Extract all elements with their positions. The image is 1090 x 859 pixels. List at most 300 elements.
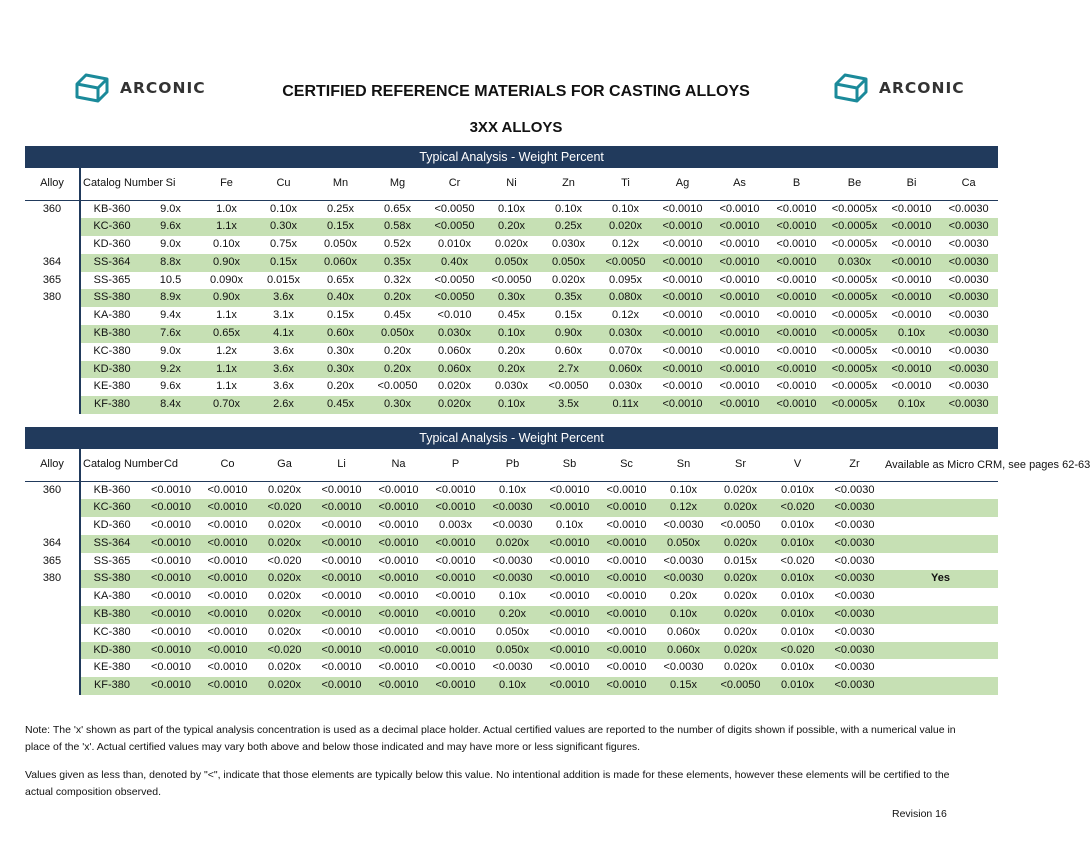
value-cell: 0.060x [655,642,712,660]
column-header: Ti [597,168,654,200]
value-cell: <0.0010 [321,519,362,532]
catalog-cell: KD-360 [80,517,143,535]
value-cell: <0.0010 [541,642,598,660]
value-cell: <0.0010 [313,677,370,695]
availability-cell [883,517,998,535]
value-cell: <0.0030 [939,289,998,307]
value-cell: <0.0010 [207,554,248,567]
value-cell: 0.10x [498,202,525,215]
value-cell: 0.45x [498,309,525,322]
value-cell: <0.0010 [719,202,760,215]
alloy-cell [25,378,80,396]
value-cell: 10.5 [159,273,182,286]
column-header: Cr [426,168,483,200]
value-cell: 1.2x [216,344,237,357]
column-header: Ca [939,168,998,200]
catalog-cell: SS-380 [80,570,143,588]
value-cell: 9.0x [160,238,181,251]
value-cell: 0.10x [884,325,939,343]
value-cell: <0.0030 [939,361,998,379]
catalog-cell: KD-380 [80,642,143,660]
value-cell: <0.010 [437,309,472,322]
value-cell: <0.0010 [549,661,590,674]
availability-note: Available as Micro CRM, see pages 62-63 [883,449,998,481]
column-header: Cd [143,449,199,481]
value-cell: <0.0010 [662,202,703,215]
value-cell: <0.0010 [598,535,655,553]
value-cell: <0.0010 [776,344,817,357]
value-cell: 0.65x [198,325,255,343]
value-cell: 0.70x [198,396,255,414]
value-cell: <0.0030 [834,483,875,496]
value-cell: <0.0010 [143,606,199,624]
value-cell: <0.0010 [768,254,825,272]
value-cell: <0.0010 [776,309,817,322]
value-cell: 0.020x [484,535,541,553]
value-cell: 0.020x [267,590,302,603]
table-row [25,677,998,695]
column-header: Ag [654,168,711,200]
value-cell: <0.0010 [662,273,703,286]
availability-cell [883,535,998,553]
value-cell: 0.080x [597,289,654,307]
value-cell: <0.0010 [606,590,647,603]
value-cell: <0.0010 [199,606,256,624]
catalog-cell: KB-360 [80,200,143,218]
value-cell: <0.0010 [321,554,362,567]
value-cell: <0.0010 [143,499,199,517]
value-cell: <0.0010 [541,677,598,695]
value-cell: 0.010x [437,238,472,251]
value-cell: <0.0050 [491,273,532,286]
table-row [25,325,998,343]
value-cell: <0.0010 [891,309,932,322]
value-cell: <0.0010 [435,483,476,496]
value-cell: 0.020x [267,661,302,674]
catalog-cell: KD-360 [80,236,143,254]
value-cell: 0.060x [426,361,483,379]
value-cell: 0.020x [712,642,769,660]
value-cell: 0.90x [198,254,255,272]
table-row [25,642,998,660]
value-cell: 0.30x [255,218,312,236]
value-cell: 0.030x [608,380,643,393]
value-cell: 0.050x [484,642,541,660]
value-cell: 0.30x [369,396,426,414]
value-cell: <0.0010 [321,483,362,496]
value-cell: <0.0030 [826,642,883,660]
value-cell: 0.030x [551,238,586,251]
value-cell: <0.0030 [948,309,989,322]
value-cell: 0.060x [597,361,654,379]
value-cell: 1.1x [198,218,255,236]
value-cell: 0.010x [780,519,815,532]
value-cell: <0.0010 [768,218,825,236]
value-cell: 0.52x [384,238,411,251]
band-label: Typical Analysis - Weight Percent [25,427,998,449]
value-cell: 0.020x [256,677,313,695]
value-cell: 0.12x [655,499,712,517]
catalog-cell: KC-380 [80,343,143,361]
value-cell: 0.020x [267,625,302,638]
table-row [25,289,998,307]
value-cell: <0.0010 [768,396,825,414]
value-cell: 0.65x [327,273,354,286]
catalog-cell: KC-360 [80,218,143,236]
value-cell: <0.020 [769,499,826,517]
value-cell: <0.0030 [492,661,533,674]
value-cell: 0.10x [484,677,541,695]
value-cell: <0.0010 [768,325,825,343]
value-cell: 0.40x [312,289,369,307]
value-cell: 7.6x [143,325,198,343]
value-cell: 8.4x [143,396,198,414]
value-cell: <0.0010 [598,677,655,695]
table-row [25,499,998,517]
value-cell: <0.0030 [948,238,989,251]
alloy-cell [25,396,80,414]
value-cell: 0.10x [556,519,583,532]
column-header: Ga [256,449,313,481]
value-cell: <0.0010 [654,361,711,379]
value-cell: <0.0010 [541,606,598,624]
availability-cell [883,606,998,624]
alloy-cell [25,325,80,343]
value-cell: <0.0010 [313,570,370,588]
value-cell: <0.0010 [378,483,419,496]
value-cell: 9.0x [160,202,181,215]
value-cell: <0.0010 [427,499,484,517]
value-cell: <0.0010 [549,483,590,496]
value-cell: 0.20x [498,344,525,357]
alloy-cell [25,307,80,325]
value-cell: 0.050x [369,325,426,343]
value-cell: <0.0030 [663,661,704,674]
value-cell: <0.0030 [939,325,998,343]
value-cell: 0.75x [270,238,297,251]
value-cell: 0.090x [209,273,244,286]
value-cell: <0.0010 [143,535,199,553]
value-cell: 0.030x [494,380,529,393]
value-cell: 0.050x [655,535,712,553]
value-cell: <0.0005x [831,309,878,322]
column-header: Na [370,449,427,481]
value-cell: <0.0030 [948,273,989,286]
value-cell: 0.020x [551,273,586,286]
column-header: Be [825,168,884,200]
value-cell: <0.0010 [370,570,427,588]
table-row [25,481,998,499]
value-cell: 0.10x [670,483,697,496]
value-cell: 0.060x [666,625,701,638]
value-cell: 0.020x [712,606,769,624]
column-header: Bi [884,168,939,200]
value-cell: 1.1x [216,380,237,393]
value-cell: 0.020x [426,396,483,414]
value-cell: <0.0030 [655,570,712,588]
value-cell: <0.0030 [939,218,998,236]
column-header: Sb [541,449,598,481]
value-cell: <0.0030 [826,535,883,553]
value-cell: 0.010x [769,535,826,553]
catalog-cell: KD-380 [80,361,143,379]
value-cell: 3.6x [255,361,312,379]
value-cell: 1.0x [216,202,237,215]
value-cell: 0.45x [312,396,369,414]
value-cell: 0.010x [780,590,815,603]
value-cell: 2.6x [255,396,312,414]
value-cell: <0.0030 [834,661,875,674]
value-cell: 0.020x [267,519,302,532]
value-cell: <0.0010 [313,606,370,624]
value-cell: <0.0030 [492,554,533,567]
value-cell: 0.050x [483,254,540,272]
value-cell: 3.6x [273,380,294,393]
value-cell: <0.0010 [199,535,256,553]
value-cell: 0.10x [655,606,712,624]
value-cell: <0.0030 [826,499,883,517]
alloy-cell [25,361,80,379]
value-cell: 3.6x [273,344,294,357]
value-cell: <0.0030 [484,499,541,517]
value-cell: 0.10x [612,202,639,215]
value-cell: 0.20x [483,361,540,379]
value-cell: <0.0010 [768,361,825,379]
value-cell: <0.0010 [207,625,248,638]
value-cell: 0.20x [484,606,541,624]
value-cell: 0.20x [384,344,411,357]
revision-label: Revision 16 [892,808,947,820]
catalog-cell: KC-380 [80,624,143,642]
alloy-cell [25,677,80,695]
value-cell: 0.10x [499,483,526,496]
value-cell: <0.0010 [199,642,256,660]
value-cell: 0.050x [540,254,597,272]
catalog-cell: KC-360 [80,499,143,517]
catalog-cell: KF-380 [80,677,143,695]
table-row [25,361,998,379]
value-cell: 0.15x [655,677,712,695]
value-cell: <0.0010 [427,677,484,695]
column-header: Pb [484,449,541,481]
value-cell: 0.020x [712,535,769,553]
value-cell: <0.0030 [663,554,704,567]
value-cell: 0.010x [769,677,826,695]
value-cell: <0.0010 [143,570,199,588]
value-cell: <0.0005x [831,273,878,286]
value-cell: 0.10x [884,396,939,414]
value-cell: <0.0010 [321,625,362,638]
column-header: P [427,449,484,481]
value-cell: <0.020 [256,642,313,660]
alloy-cell: 380 [42,291,62,304]
table-band [25,146,998,168]
value-cell: <0.0005x [831,380,878,393]
value-cell: <0.020 [769,642,826,660]
value-cell: 0.12x [612,309,639,322]
value-cell: 0.020x [723,625,758,638]
value-cell: <0.0010 [719,238,760,251]
value-cell: <0.0010 [435,554,476,567]
value-cell: <0.0050 [426,289,483,307]
catalog-cell: KB-360 [80,481,143,499]
column-header: Co [199,449,256,481]
table-row [25,570,998,588]
value-cell: <0.0010 [776,273,817,286]
value-cell: <0.0030 [492,519,533,532]
typical-analysis-table-1 [25,146,998,414]
value-cell: <0.0005x [825,361,884,379]
value-cell: <0.0010 [435,625,476,638]
value-cell: <0.0030 [826,570,883,588]
value-cell: <0.0010 [654,396,711,414]
value-cell: <0.0010 [143,642,199,660]
column-header: Ni [483,168,540,200]
value-cell: 0.35x [369,254,426,272]
column-header: Alloy [25,168,80,200]
value-cell: 0.20x [483,218,540,236]
catalog-cell: KA-380 [80,307,143,325]
value-cell: 0.020x [712,499,769,517]
value-cell: 0.060x [437,344,472,357]
column-header: Sn [655,449,712,481]
value-cell: 0.32x [384,273,411,286]
value-cell: 0.20x [670,590,697,603]
value-cell: 0.15x [327,309,354,322]
typical-analysis-table-2 [25,427,1090,695]
value-cell: <0.0010 [207,519,248,532]
value-cell: <0.0010 [891,202,932,215]
alloy-cell [25,606,80,624]
value-cell: 9.4x [160,309,181,322]
value-cell: <0.0010 [427,570,484,588]
value-cell: <0.0010 [207,483,248,496]
value-cell: <0.0050 [548,380,589,393]
value-cell: <0.0010 [598,606,655,624]
value-cell: <0.0010 [606,625,647,638]
catalog-cell: KF-380 [80,396,143,414]
value-cell: <0.0030 [948,380,989,393]
catalog-cell: SS-364 [80,535,143,553]
availability-cell [883,481,998,499]
value-cell: <0.0030 [948,202,989,215]
catalog-cell: SS-364 [80,254,143,272]
value-cell: 0.020x [437,380,472,393]
value-cell: 0.35x [540,289,597,307]
value-cell: <0.0010 [549,554,590,567]
alloy-cell [25,659,80,677]
availability-cell [883,642,998,660]
value-cell: 0.40x [426,254,483,272]
catalog-cell: SS-380 [80,289,143,307]
alloy-cell [25,236,80,254]
value-cell: 0.20x [369,361,426,379]
value-cell: <0.0010 [654,254,711,272]
value-cell: <0.0010 [654,289,711,307]
value-cell: <0.0010 [541,570,598,588]
value-cell: 4.1x [255,325,312,343]
value-cell: <0.0050 [434,273,475,286]
column-header: As [711,168,768,200]
value-cell: 0.25x [540,218,597,236]
value-cell: <0.0010 [662,309,703,322]
table-row [25,343,998,361]
alloy-cell [25,343,80,361]
value-cell: 0.050x [495,625,530,638]
value-cell: <0.0005x [825,325,884,343]
table-row [25,624,998,642]
value-cell: <0.0010 [207,661,248,674]
value-cell: <0.0010 [776,238,817,251]
value-cell: 0.30x [312,361,369,379]
value-cell: 0.45x [384,309,411,322]
table-row [25,272,998,290]
alloy-cell: 365 [42,273,62,286]
value-cell: <0.0030 [834,519,875,532]
value-cell: <0.0010 [549,625,590,638]
value-cell: <0.0010 [662,344,703,357]
alloy-cell [25,517,80,535]
value-cell: 0.010x [780,625,815,638]
value-cell: 0.095x [608,273,643,286]
table-header-row [25,168,998,200]
value-cell: <0.0030 [484,570,541,588]
value-cell: 0.020x [256,606,313,624]
alloy-cell: 364 [42,536,62,549]
value-cell: <0.0010 [719,273,760,286]
value-cell: 0.60x [312,325,369,343]
value-cell: <0.0010 [313,642,370,660]
value-cell: <0.0010 [891,238,932,251]
value-cell: <0.0030 [939,254,998,272]
value-cell: <0.0010 [199,677,256,695]
value-cell: <0.0010 [427,606,484,624]
catalog-cell: KE-380 [80,378,143,396]
value-cell: 0.30x [327,344,354,357]
value-cell: <0.0010 [776,380,817,393]
table-row [25,218,998,236]
band-label: Typical Analysis - Weight Percent [25,146,998,168]
value-cell: <0.0010 [884,361,939,379]
column-header: Zn [540,168,597,200]
column-header: Li [313,449,370,481]
value-cell: 9.2x [143,361,198,379]
value-cell: <0.0010 [776,202,817,215]
table-row [25,236,998,254]
table-row [25,307,998,325]
value-cell: 3.5x [540,396,597,414]
table-header-row [25,449,998,481]
value-cell: 0.10x [499,590,526,603]
value-cell: 0.020x [723,661,758,674]
value-cell: 0.010x [769,570,826,588]
value-cell: 0.58x [369,218,426,236]
value-cell: <0.0010 [427,642,484,660]
value-cell: <0.0010 [150,625,192,638]
value-cell: 9.6x [160,380,181,393]
value-cell: 0.90x [540,325,597,343]
alloy-cell: 360 [42,202,62,215]
value-cell: <0.0010 [606,519,647,532]
availability-cell [883,624,998,642]
value-cell: <0.0010 [719,309,760,322]
value-cell: <0.0010 [549,590,590,603]
value-cell: 0.010x [780,483,815,496]
note-less-than: Values given as less than, denoted by "<", indicate that those elements are typically below this value. No intentional addition is made for these elements, however these elements will be certified to the actual composition observed. [25,769,950,798]
logo-text: ARCONIC [879,79,965,97]
alloy-cell [25,624,80,642]
value-cell: <0.0010 [370,677,427,695]
